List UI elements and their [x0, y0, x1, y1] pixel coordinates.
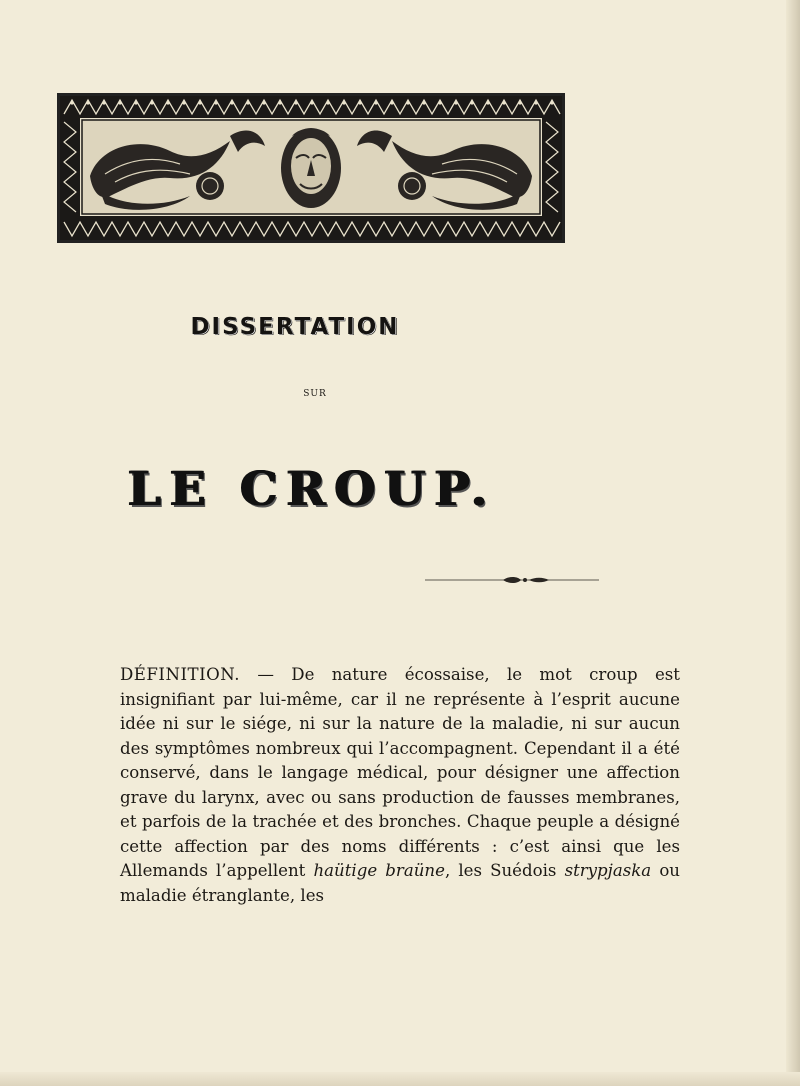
body-text-1: De nature écossaise, le mot croup est insignifiant par lui-même, car il ne représente à l’esprit aucune idée ni sur le siége, ni sur la nature de la maladie, ni sur aucun des symptômes nombreux qui l’accompagnent. Cependant il a été conservé, dans le langage médical, pour désigner une affection grave du larynx, avec ou sans production de fausses membranes, et parfois de la trachée et des bronches. Chaque peuple a désigné cette affection par des noms différents : c’est ainsi que les Allemands l’appellent — [120, 665, 680, 880]
page-bottom-edge — [0, 1072, 800, 1086]
body-text-3: ou maladie étranglante, les — [120, 861, 680, 905]
term-swedish: strypjaska — [564, 861, 652, 880]
heading-sur: SUR — [303, 389, 327, 399]
body-paragraph — [120, 663, 680, 908]
headpiece-ornament-icon — [60, 96, 562, 240]
divider-rule-icon — [425, 576, 599, 584]
page-title: LE CROUP. — [127, 462, 497, 517]
headpiece-ornament — [57, 93, 565, 243]
page-edge — [786, 0, 800, 1086]
term-german: haütige braüne — [313, 861, 445, 880]
em-dash: — — [240, 665, 292, 684]
definition-lead: DÉFINITION. — [120, 665, 241, 684]
body-text-2: , les Suédois — [444, 861, 565, 880]
heading-dissertation: DISSERTATION — [190, 314, 400, 340]
